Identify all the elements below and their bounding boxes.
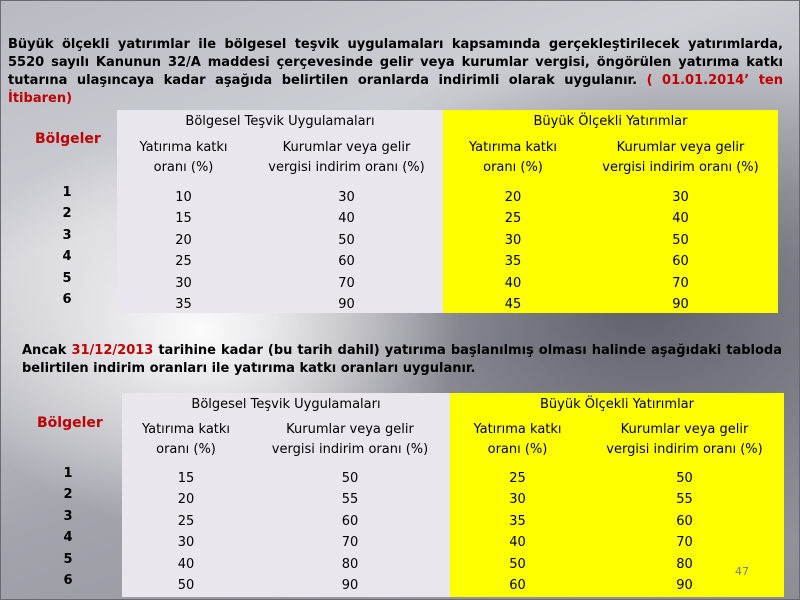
table1-cell: 40 [504,276,522,291]
note-paragraph [22,342,782,378]
table1-cell: 40 [338,211,355,226]
table1-region-2: 2 [62,206,72,221]
table2-group-header-large-scale: Büyük Ölçekli Yatırımlar [540,397,694,412]
table2-cell: 90 [341,578,359,593]
table2-region-4: 4 [63,530,73,545]
table2-cell: 50 [177,578,195,593]
subheader-line: Yatırıma katkı [141,422,231,437]
subheader-line: vergisi indirim oranı (%) [271,442,429,457]
table1-group-header-large-scale: Büyük Ölçekli Yatırımlar [533,114,688,129]
table1-cell: 10 [175,190,192,205]
intro-text: Büyük ölçekli yatırımlar ile bölgesel teşvik uygulamaları kapsamında gerçekleştirilecek yatırımlarda, 5520 sayılı Kanunun 32/A maddesi çerçevesinde gelir veya kurumlar vergisi, öngörülen yatırıma katkı tutarına ulaşıncaya kadar aşağıda belirtilen oranlarda indirimli olarak uygulanır. [8,37,783,88]
table1-cell: 70 [338,276,355,291]
subheader-line: vergisi indirim oranı (%) [602,160,759,175]
table1-cell: 35 [175,297,192,312]
table2-cell: 50 [341,471,359,486]
table1-cell: 90 [672,297,689,312]
table2-cell: 15 [177,471,195,486]
table2-cell: 50 [676,471,693,486]
table1-cell: 30 [504,233,522,248]
intro-date-note: ( 01.01.2014’ ten İtibaren) [8,73,784,106]
table1-region-3: 3 [62,228,72,243]
subheader-line: Yatırıma katkı [468,140,558,155]
table2-region-5: 5 [63,552,73,567]
table1-cell: 15 [175,211,192,226]
subheader-line: oranı (%) [153,160,214,175]
subheader-line: vergisi indirim oranı (%) [606,442,763,457]
table2-cell: 90 [676,578,693,593]
subheader-line: Kurumlar veya gelir [616,140,745,155]
table1-row-label: Bölgeler [35,131,101,147]
table2-cell: 40 [177,557,195,572]
table2-cell: 70 [341,535,359,550]
table2-cell: 60 [676,514,693,529]
table2-cell: 30 [177,535,195,550]
subheader-line: Kurumlar veya gelir [286,422,414,437]
table2-cell: 50 [509,557,526,572]
table1-cell: 35 [504,254,522,269]
subheader-line: Kurumlar veya gelir [620,422,749,437]
intro-paragraph [8,36,783,108]
table2-cell: 80 [676,557,693,572]
table1-cell: 70 [672,276,689,291]
table1-cell: 30 [338,190,355,205]
table1-cell: 30 [672,190,689,205]
table2-region-1: 1 [63,466,73,481]
table1-cell: 30 [175,276,192,291]
note-date: 31/12/2013 [71,343,154,358]
table2-cell: 25 [509,471,526,486]
table1-subheader-1 [117,138,250,178]
table1-subheader-2 [250,138,443,178]
table2-cell: 60 [341,514,359,529]
table1-cell: 20 [175,233,192,248]
page-number: 47 [735,565,749,578]
table2-cell: 20 [177,492,195,507]
table1-cell: 45 [504,297,522,312]
table2-group-header-regional: Bölgesel Teşvik Uygulamaları [191,397,381,412]
table1-cell: 90 [338,297,355,312]
subheader-line: vergisi indirim oranı (%) [268,160,425,175]
table1-cell: 50 [338,233,355,248]
table2-cell: 25 [177,514,195,529]
table2-cell: 60 [509,578,526,593]
table1-region-5: 5 [62,271,72,286]
table1-cell: 60 [338,254,355,269]
table2-cell: 80 [341,557,359,572]
subheader-line: oranı (%) [487,442,548,457]
table1-cell: 25 [175,254,192,269]
table2-cell: 55 [341,492,359,507]
table2-region-6: 6 [63,573,73,588]
table1-cell: 60 [672,254,689,269]
table2-cell: 40 [509,535,526,550]
table1-cell: 25 [504,211,522,226]
table2-cell: 70 [676,535,693,550]
table1-subheader-4 [583,138,778,178]
table1-cell: 50 [672,233,689,248]
subheader-line: Yatırıma katkı [139,140,228,155]
subheader-line: Kurumlar veya gelir [282,140,411,155]
table2-subheader-3 [450,420,585,460]
note-text-after: tarihine kadar (bu tarih dahil) yatırıma başlanılmış olması halinde aşağıdaki tabloda belirtilen indirim oranları ile yatırıma katkı oranları uygulanır. [22,343,783,376]
table1-group-header-regional: Bölgesel Teşvik Uygulamaları [185,114,375,129]
table1-region-6: 6 [62,292,72,307]
table2-subheader-4 [585,420,784,460]
table1-region-1: 1 [62,185,72,200]
table1-cell: 20 [504,190,522,205]
table1-subheader-3 [443,138,583,178]
table1-cell: 40 [672,211,689,226]
table2-region-3: 3 [63,509,73,524]
subheader-line: oranı (%) [483,160,543,175]
table2-row-label: Bölgeler [37,415,103,431]
table2-subheader-2 [250,420,450,460]
subheader-line: oranı (%) [156,442,216,457]
table2-subheader-1 [122,420,250,460]
table2-region-2: 2 [63,487,73,502]
subheader-line: Yatırıma katkı [473,422,562,437]
note-text-before: Ancak [22,343,67,358]
table1-region-4: 4 [62,249,72,264]
table2-cell: 35 [509,514,526,529]
table2-cell: 55 [676,492,693,507]
table2-cell: 30 [509,492,526,507]
